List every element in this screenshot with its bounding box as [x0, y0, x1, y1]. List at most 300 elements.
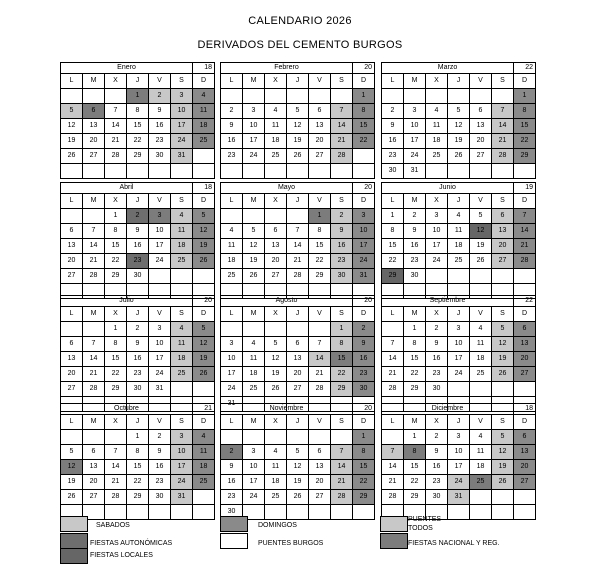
day-cell: 1 — [514, 89, 536, 104]
day-cell: 25 — [265, 490, 287, 505]
day-cell: 2 — [127, 209, 149, 224]
weekday-header: V — [309, 307, 331, 322]
day-cell: 1 — [127, 89, 149, 104]
day-cell — [514, 490, 536, 505]
day-cell: 3 — [448, 430, 470, 445]
month-name: Marzo — [382, 63, 514, 74]
day-cell — [448, 164, 470, 179]
day-cell: 6 — [83, 104, 105, 119]
day-cell: 1 — [127, 430, 149, 445]
day-cell: 12 — [470, 224, 492, 239]
day-cell: 2 — [426, 322, 448, 337]
day-cell: 26 — [61, 149, 83, 164]
day-cell: 5 — [193, 322, 215, 337]
day-cell: 12 — [287, 119, 309, 134]
calendar-subtitle: DERIVADOS DEL CEMENTO BURGOS — [197, 39, 403, 51]
day-cell: 9 — [221, 460, 243, 475]
day-cell: 10 — [149, 337, 171, 352]
day-cell: 28 — [105, 149, 127, 164]
day-cell — [448, 382, 470, 397]
month-hours: 20 — [353, 296, 375, 307]
day-cell: 18 — [426, 134, 448, 149]
day-cell: 30 — [426, 490, 448, 505]
day-cell: 3 — [353, 209, 375, 224]
day-cell: 1 — [105, 209, 127, 224]
day-cell: 8 — [127, 104, 149, 119]
legend-label-autonomic: FIESTAS AUTONÓMICAS — [90, 540, 173, 547]
day-cell: 16 — [149, 460, 171, 475]
weekday-header: L — [221, 194, 243, 209]
weekday-header: S — [492, 307, 514, 322]
day-cell: 29 — [404, 490, 426, 505]
day-cell: 9 — [149, 104, 171, 119]
weekday-header: S — [331, 307, 353, 322]
day-cell: 11 — [265, 460, 287, 475]
day-cell: 8 — [309, 224, 331, 239]
weekday-header: X — [426, 415, 448, 430]
day-cell: 23 — [127, 254, 149, 269]
day-cell: 4 — [470, 322, 492, 337]
weekday-header: V — [309, 74, 331, 89]
legend-label-local: FIESTAS LOCALES — [90, 552, 153, 559]
day-cell: 30 — [149, 490, 171, 505]
day-cell: 16 — [426, 352, 448, 367]
day-cell: 27 — [61, 269, 83, 284]
day-cell: 3 — [426, 209, 448, 224]
day-cell: 20 — [514, 352, 536, 367]
month-11 — [220, 403, 375, 520]
day-cell: 2 — [149, 430, 171, 445]
day-cell: 17 — [426, 239, 448, 254]
day-cell — [470, 89, 492, 104]
day-cell: 24 — [149, 254, 171, 269]
day-cell: 7 — [83, 337, 105, 352]
day-cell: 29 — [514, 149, 536, 164]
weekday-header: V — [309, 194, 331, 209]
day-cell — [83, 89, 105, 104]
day-cell: 22 — [404, 367, 426, 382]
day-cell — [265, 505, 287, 520]
day-cell — [309, 505, 331, 520]
day-cell: 25 — [470, 475, 492, 490]
day-cell: 12 — [193, 224, 215, 239]
legend-swatch-sunday — [220, 516, 248, 532]
day-cell: 6 — [514, 322, 536, 337]
day-cell: 9 — [127, 224, 149, 239]
weekday-header: X — [265, 415, 287, 430]
day-cell: 13 — [287, 352, 309, 367]
weekday-header: X — [105, 194, 127, 209]
day-cell: 17 — [404, 134, 426, 149]
day-cell: 30 — [149, 149, 171, 164]
weekday-header: J — [127, 415, 149, 430]
day-cell: 29 — [331, 382, 353, 397]
month-name: Agosto — [221, 296, 353, 307]
day-cell: 20 — [309, 475, 331, 490]
day-cell: 28 — [309, 382, 331, 397]
day-cell: 17 — [149, 239, 171, 254]
day-cell: 30 — [127, 382, 149, 397]
legend-label-saturday: SABADOS — [96, 522, 130, 529]
day-cell: 31 — [171, 149, 193, 164]
day-cell: 3 — [243, 104, 265, 119]
day-cell — [426, 164, 448, 179]
day-cell: 26 — [193, 254, 215, 269]
day-cell: 1 — [105, 322, 127, 337]
day-cell: 25 — [193, 134, 215, 149]
day-cell: 21 — [287, 254, 309, 269]
day-cell: 1 — [404, 322, 426, 337]
month-name: Enero — [61, 63, 193, 74]
day-cell: 18 — [265, 475, 287, 490]
day-cell: 20 — [83, 475, 105, 490]
day-cell: 21 — [331, 475, 353, 490]
day-cell — [331, 164, 353, 179]
weekday-header: L — [382, 415, 404, 430]
day-cell: 3 — [404, 104, 426, 119]
day-cell: 13 — [514, 337, 536, 352]
day-cell: 10 — [426, 224, 448, 239]
day-cell — [149, 164, 171, 179]
weekday-header: S — [492, 194, 514, 209]
day-cell: 11 — [470, 445, 492, 460]
day-cell: 30 — [382, 164, 404, 179]
day-cell: 23 — [221, 490, 243, 505]
day-cell: 4 — [470, 430, 492, 445]
day-cell: 9 — [149, 445, 171, 460]
day-cell: 4 — [265, 104, 287, 119]
day-cell: 8 — [353, 445, 375, 460]
day-cell: 28 — [331, 490, 353, 505]
day-cell — [105, 164, 127, 179]
day-cell: 4 — [265, 445, 287, 460]
day-cell: 9 — [127, 337, 149, 352]
day-cell: 21 — [331, 134, 353, 149]
day-cell — [287, 209, 309, 224]
legend-label-national: FIESTAS NACIONAL Y REG. — [408, 540, 500, 547]
day-cell: 8 — [353, 104, 375, 119]
day-cell: 21 — [105, 475, 127, 490]
day-cell: 26 — [287, 490, 309, 505]
day-cell: 14 — [331, 460, 353, 475]
weekday-header: D — [193, 415, 215, 430]
day-cell — [331, 430, 353, 445]
day-cell: 10 — [149, 224, 171, 239]
weekday-header: X — [426, 194, 448, 209]
day-cell: 30 — [331, 269, 353, 284]
weekday-header: S — [171, 194, 193, 209]
day-cell: 18 — [470, 352, 492, 367]
day-cell: 10 — [221, 352, 243, 367]
day-cell: 2 — [221, 104, 243, 119]
day-cell: 22 — [127, 134, 149, 149]
day-cell: 29 — [353, 490, 375, 505]
day-cell: 31 — [448, 490, 470, 505]
day-cell: 5 — [243, 224, 265, 239]
day-cell — [61, 322, 83, 337]
month-2 — [220, 62, 375, 179]
day-cell: 5 — [61, 104, 83, 119]
day-cell: 2 — [331, 209, 353, 224]
day-cell: 4 — [243, 337, 265, 352]
weekday-header: D — [193, 74, 215, 89]
day-cell: 12 — [448, 119, 470, 134]
day-cell: 30 — [404, 269, 426, 284]
weekday-header: X — [105, 74, 127, 89]
day-cell: 1 — [353, 89, 375, 104]
day-cell — [243, 209, 265, 224]
day-cell — [492, 490, 514, 505]
weekday-header: L — [382, 307, 404, 322]
day-cell: 11 — [221, 239, 243, 254]
day-cell: 8 — [404, 445, 426, 460]
weekday-header: X — [426, 307, 448, 322]
month-hours: 18 — [193, 183, 215, 194]
day-cell: 19 — [265, 367, 287, 382]
weekday-header: J — [287, 194, 309, 209]
month-hours: 22 — [514, 296, 536, 307]
month-name: Diciembre — [382, 404, 514, 415]
day-cell — [221, 209, 243, 224]
day-cell: 22 — [127, 475, 149, 490]
day-cell: 9 — [404, 224, 426, 239]
day-cell: 14 — [105, 119, 127, 134]
day-cell: 17 — [353, 239, 375, 254]
day-cell — [470, 269, 492, 284]
weekday-header: S — [331, 415, 353, 430]
day-cell: 30 — [127, 269, 149, 284]
day-cell: 1 — [353, 430, 375, 445]
day-cell: 20 — [61, 367, 83, 382]
day-cell — [265, 430, 287, 445]
legend-swatch-saturday — [60, 516, 88, 532]
day-cell: 6 — [514, 430, 536, 445]
day-cell: 18 — [193, 119, 215, 134]
day-cell — [382, 322, 404, 337]
weekday-header: M — [243, 74, 265, 89]
month-name: Septiembre — [382, 296, 514, 307]
day-cell — [470, 382, 492, 397]
day-cell — [353, 149, 375, 164]
day-cell: 28 — [382, 382, 404, 397]
day-cell: 7 — [309, 337, 331, 352]
day-cell: 9 — [426, 337, 448, 352]
month-1 — [60, 62, 215, 179]
day-cell: 12 — [492, 445, 514, 460]
day-cell: 27 — [492, 254, 514, 269]
day-cell: 24 — [171, 475, 193, 490]
weekday-header: M — [404, 194, 426, 209]
day-cell — [514, 382, 536, 397]
day-cell: 28 — [287, 269, 309, 284]
day-cell: 20 — [514, 460, 536, 475]
day-cell — [193, 149, 215, 164]
day-cell: 13 — [470, 119, 492, 134]
day-cell: 29 — [309, 269, 331, 284]
day-cell: 9 — [331, 224, 353, 239]
day-cell: 2 — [149, 89, 171, 104]
day-cell: 14 — [309, 352, 331, 367]
day-cell: 18 — [448, 239, 470, 254]
day-cell: 14 — [514, 224, 536, 239]
day-cell: 8 — [404, 337, 426, 352]
month-9 — [381, 295, 536, 412]
day-cell — [127, 164, 149, 179]
weekday-header: L — [61, 74, 83, 89]
day-cell: 23 — [331, 254, 353, 269]
day-cell: 16 — [221, 475, 243, 490]
day-cell: 3 — [149, 322, 171, 337]
day-cell: 13 — [83, 460, 105, 475]
day-cell: 13 — [265, 239, 287, 254]
weekday-header: D — [514, 194, 536, 209]
day-cell: 28 — [331, 149, 353, 164]
day-cell — [61, 430, 83, 445]
day-cell: 19 — [193, 239, 215, 254]
weekday-header: L — [221, 74, 243, 89]
day-cell: 5 — [470, 209, 492, 224]
day-cell: 12 — [287, 460, 309, 475]
month-6 — [381, 182, 536, 299]
weekday-header: M — [83, 307, 105, 322]
day-cell: 24 — [243, 490, 265, 505]
day-cell: 20 — [83, 134, 105, 149]
day-cell: 6 — [83, 445, 105, 460]
day-cell — [243, 89, 265, 104]
day-cell: 16 — [127, 352, 149, 367]
day-cell: 14 — [83, 352, 105, 367]
day-cell — [243, 164, 265, 179]
day-cell: 3 — [171, 89, 193, 104]
weekday-header: X — [265, 74, 287, 89]
day-cell — [83, 322, 105, 337]
day-cell: 9 — [426, 445, 448, 460]
day-cell: 29 — [105, 382, 127, 397]
day-cell: 24 — [353, 254, 375, 269]
weekday-header: S — [492, 415, 514, 430]
calendar-title: CALENDARIO 2026 — [248, 15, 352, 27]
weekday-header: M — [404, 74, 426, 89]
day-cell: 13 — [514, 445, 536, 460]
weekday-header: M — [83, 194, 105, 209]
day-cell — [448, 89, 470, 104]
day-cell: 16 — [404, 239, 426, 254]
day-cell — [287, 164, 309, 179]
day-cell: 10 — [171, 445, 193, 460]
day-cell: 6 — [492, 209, 514, 224]
day-cell: 25 — [221, 269, 243, 284]
day-cell: 28 — [83, 269, 105, 284]
day-cell: 19 — [470, 239, 492, 254]
month-12 — [381, 403, 536, 520]
day-cell: 2 — [382, 104, 404, 119]
day-cell: 27 — [470, 149, 492, 164]
day-cell: 17 — [221, 367, 243, 382]
day-cell: 21 — [514, 239, 536, 254]
day-cell — [404, 89, 426, 104]
day-cell: 24 — [171, 134, 193, 149]
day-cell: 14 — [83, 239, 105, 254]
weekday-header: V — [470, 74, 492, 89]
month-name: Abril — [61, 183, 193, 194]
weekday-header: M — [243, 307, 265, 322]
weekday-header: J — [448, 194, 470, 209]
day-cell — [492, 164, 514, 179]
day-cell: 10 — [243, 119, 265, 134]
day-cell: 3 — [243, 445, 265, 460]
day-cell: 4 — [426, 104, 448, 119]
day-cell: 29 — [127, 149, 149, 164]
day-cell: 7 — [382, 337, 404, 352]
day-cell: 6 — [287, 337, 309, 352]
day-cell: 30 — [221, 505, 243, 520]
day-cell — [492, 382, 514, 397]
day-cell — [470, 505, 492, 520]
day-cell: 7 — [83, 224, 105, 239]
day-cell: 1 — [382, 209, 404, 224]
day-cell — [265, 209, 287, 224]
month-hours: 20 — [353, 183, 375, 194]
day-cell: 15 — [353, 460, 375, 475]
day-cell: 4 — [448, 209, 470, 224]
day-cell: 13 — [492, 224, 514, 239]
weekday-header: L — [382, 194, 404, 209]
day-cell: 19 — [492, 352, 514, 367]
weekday-header: D — [353, 307, 375, 322]
day-cell: 7 — [105, 104, 127, 119]
weekday-header: D — [353, 74, 375, 89]
day-cell: 24 — [448, 367, 470, 382]
day-cell: 17 — [171, 460, 193, 475]
day-cell: 21 — [83, 254, 105, 269]
day-cell: 12 — [243, 239, 265, 254]
day-cell: 11 — [171, 337, 193, 352]
day-cell: 7 — [514, 209, 536, 224]
day-cell — [448, 505, 470, 520]
month-hours: 20 — [353, 63, 375, 74]
day-cell: 20 — [287, 367, 309, 382]
day-cell — [171, 164, 193, 179]
day-cell — [426, 269, 448, 284]
day-cell — [265, 89, 287, 104]
day-cell — [149, 505, 171, 520]
day-cell: 26 — [243, 269, 265, 284]
day-cell: 2 — [221, 445, 243, 460]
day-cell: 5 — [448, 104, 470, 119]
day-cell: 7 — [331, 445, 353, 460]
day-cell — [105, 430, 127, 445]
weekday-header: L — [61, 194, 83, 209]
day-cell: 20 — [265, 254, 287, 269]
day-cell: 6 — [470, 104, 492, 119]
day-cell: 26 — [287, 149, 309, 164]
day-cell: 8 — [127, 445, 149, 460]
day-cell — [61, 164, 83, 179]
day-cell: 8 — [105, 337, 127, 352]
day-cell: 17 — [243, 134, 265, 149]
weekday-header: D — [353, 194, 375, 209]
weekday-header: V — [309, 415, 331, 430]
day-cell: 21 — [309, 367, 331, 382]
day-cell: 9 — [382, 119, 404, 134]
day-cell: 7 — [382, 445, 404, 460]
day-cell: 31 — [221, 397, 243, 412]
day-cell: 26 — [448, 149, 470, 164]
day-cell: 26 — [470, 254, 492, 269]
day-cell: 10 — [243, 460, 265, 475]
weekday-header: J — [448, 307, 470, 322]
day-cell — [492, 89, 514, 104]
